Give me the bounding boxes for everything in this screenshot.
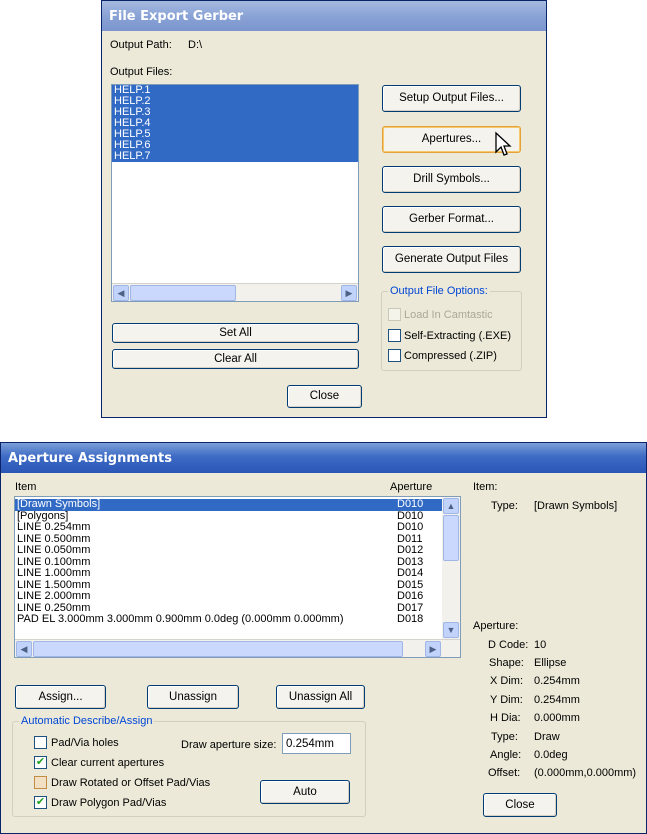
aperture-dialog-title: Aperture Assignments [8,451,172,466]
xdim-label: X Dim: [490,675,523,687]
load-in-camtastic-checkbox[interactable] [388,308,401,321]
load-in-camtastic-label: Load In Camtastic [404,309,493,321]
offset-label: Offset: [488,767,521,779]
scroll-down-icon[interactable]: ▼ [443,622,459,638]
scroll-left-icon[interactable]: ◀ [113,285,129,301]
row-aperture: D018 [397,614,424,625]
item-panel-label: Item: [473,481,498,493]
row-item: LINE 1.000mm [17,567,91,579]
output-file-options-title: Output File Options: [390,285,488,297]
scroll-right-icon[interactable]: ▶ [341,285,357,301]
aperture-rows [15,499,443,626]
compressed-label: Compressed (.ZIP) [404,350,497,362]
file-export-gerber-dialog [101,0,547,418]
output-files-items [112,85,358,162]
list-item[interactable]: HELP.7 [112,151,358,162]
row-item: PAD EL 3.000mm 3.000mm 0.900mm 0.0deg (0.000mm 0.000mm) [17,614,344,625]
list-item[interactable]: HELP.4 [112,118,358,129]
set-all-button[interactable]: Set All [112,323,359,343]
row-aperture: D015 [397,578,424,591]
ydim-value: 0.254mm [534,694,580,706]
row-item: [Drawn Symbols] [17,498,101,510]
row-item: [Polygons] [17,509,69,522]
aperture-dialog-titlebar [1,443,646,473]
list-item[interactable]: HELP.2 [112,96,358,107]
scroll-thumb[interactable] [33,641,403,657]
row-aperture: D014 [397,567,424,579]
item-type-label: Type: [491,500,518,512]
output-files-label: Output Files: [110,66,173,78]
scroll-right-icon[interactable]: ▶ [425,641,441,657]
row-item: LINE 0.254mm [17,521,91,533]
aperture-column-header: Aperture [390,481,433,493]
export-dialog-title: File Export Gerber [109,9,244,24]
row-item: LINE 0.500mm [17,532,91,545]
output-files-list[interactable] [111,84,359,302]
row-aperture: D016 [397,590,424,602]
aperture-list[interactable] [14,496,461,658]
row-item: LINE 1.500mm [17,578,91,591]
table-row[interactable] [15,603,443,615]
dcode-value: 10 [534,639,547,651]
setup-output-files-button[interactable]: Setup Output Files... [382,85,521,112]
unassign-all-button[interactable]: Unassign All [276,685,365,709]
list-item[interactable]: HELP.1 [112,85,358,96]
aperture-list-vscrollbar[interactable] [442,497,460,639]
row-aperture: D011 [397,532,423,545]
draw-aperture-size-label: Draw aperture size: [181,739,277,751]
draw-aperture-size-input[interactable] [282,733,351,754]
gerber-format-button[interactable]: Gerber Format... [382,206,521,233]
scroll-thumb[interactable] [130,285,236,301]
ydim-label: Y Dim: [490,694,523,706]
row-aperture: D012 [397,544,424,556]
self-extracting-checkbox[interactable] [388,329,401,342]
export-dialog-titlebar [102,1,546,31]
automatic-describe-assign-title: Automatic Describe/Assign [21,715,153,727]
draw-rotated-label: Draw Rotated or Offset Pad/Vias [51,777,211,789]
generate-output-files-button[interactable]: Generate Output Files [382,246,521,273]
xdim-value: 0.254mm [534,675,580,687]
draw-rotated-checkbox[interactable] [34,776,47,789]
list-item[interactable]: HELP.5 [112,129,358,140]
scroll-left-icon[interactable]: ◀ [16,641,32,657]
apertures-button[interactable]: Apertures... [382,126,521,153]
output-path-value: D:\ [188,39,203,51]
unassign-button[interactable]: Unassign [147,685,239,709]
item-type-value: [Drawn Symbols] [534,500,618,512]
scroll-thumb[interactable] [443,515,459,561]
shape-label: Shape: [489,657,524,669]
export-close-button[interactable]: Close [287,385,362,408]
output-path-label: Output Path: [110,39,172,51]
row-item: LINE 0.050mm [17,544,91,556]
aperture-type-value: Draw [534,731,560,743]
clear-all-button[interactable]: Clear All [112,349,359,369]
table-row[interactable] [15,499,443,511]
item-column-header: Item [15,481,37,493]
row-item: LINE 2.000mm [17,590,91,602]
row-aperture: D017 [397,601,424,614]
table-row[interactable] [15,614,443,626]
list-item[interactable]: HELP.3 [112,107,358,118]
mouse-pointer-icon [494,131,512,157]
hdia-value: 0.000mm [534,712,580,724]
aperture-type-label: Type: [491,731,518,743]
pad-via-holes-checkbox[interactable] [34,736,47,749]
row-item: LINE 0.250mm [17,601,91,614]
row-aperture: D013 [397,555,424,568]
draw-polygon-checkbox[interactable]: ✔ [35,796,46,808]
draw-polygon-label: Draw Polygon Pad/Vias [51,797,167,809]
list-item[interactable]: HELP.6 [112,140,358,151]
assign-button[interactable]: Assign... [15,685,106,709]
pad-via-holes-label: Pad/Via holes [51,737,119,749]
angle-label: Angle: [490,749,522,761]
shape-value: Ellipse [534,657,567,669]
row-item: LINE 0.100mm [17,555,91,568]
clear-current-apertures-label: Clear current apertures [51,757,165,769]
clear-current-apertures-checkbox[interactable]: ✔ [35,756,46,768]
dcode-label: D Code: [488,639,529,651]
angle-value: 0.0deg [534,749,568,761]
row-aperture: D010 [397,521,424,533]
offset-value: (0.000mm,0.000mm) [534,767,637,779]
compressed-checkbox[interactable] [388,349,401,362]
output-files-hscrollbar[interactable] [112,283,358,301]
drill-symbols-button[interactable]: Drill Symbols... [382,166,521,193]
row-aperture: D010 [397,509,424,522]
hdia-label: H Dia: [490,712,521,724]
aperture-panel-label: Aperture: [473,620,519,632]
aperture-close-button[interactable]: Close [483,793,557,817]
self-extracting-label: Self-Extracting (.EXE) [404,330,511,342]
aperture-list-hscrollbar[interactable] [15,639,460,657]
aperture-assignments-dialog [0,442,647,834]
auto-button[interactable]: Auto [260,780,350,804]
scroll-up-icon[interactable]: ▲ [443,498,459,514]
row-aperture: D010 [397,498,424,510]
